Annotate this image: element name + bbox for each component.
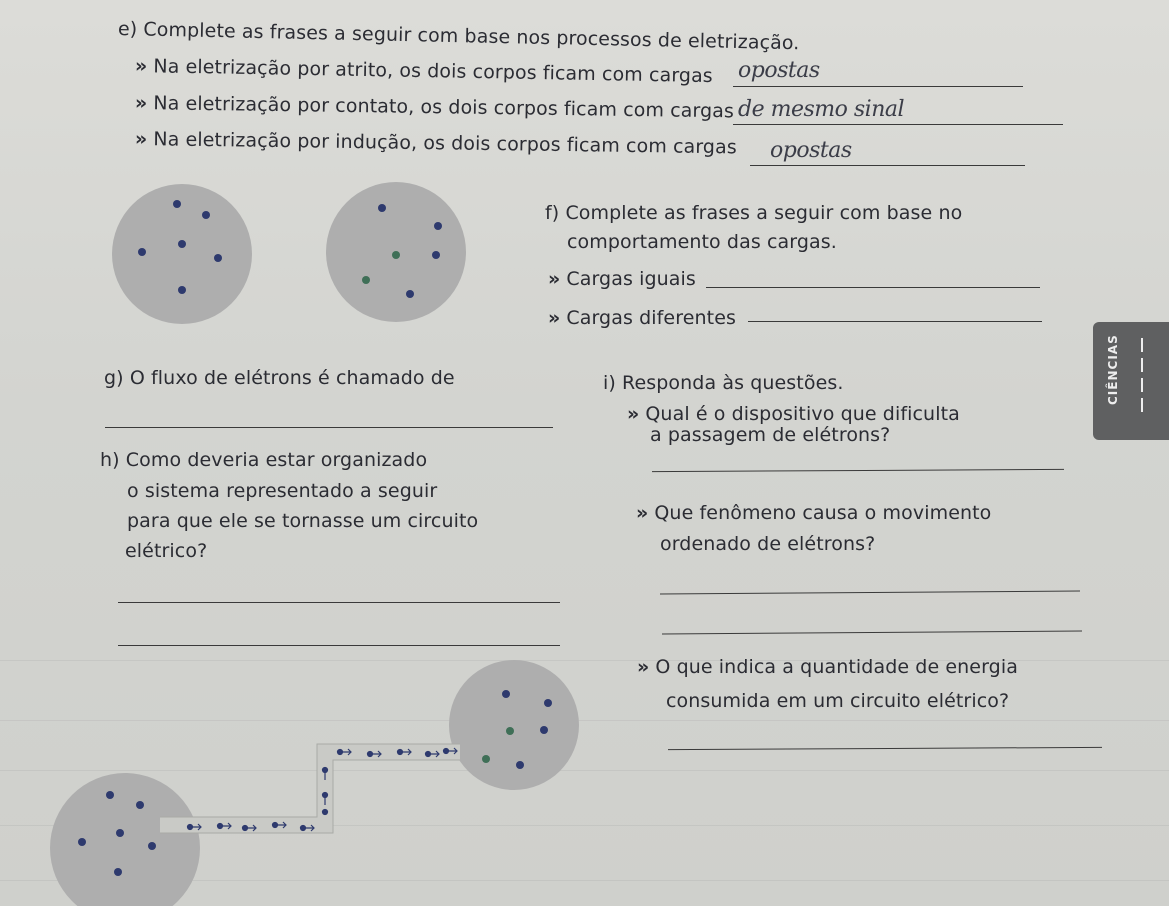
- handwritten-answer-e-1[interactable]: opostas: [738, 58, 820, 83]
- bullet-icon: »: [548, 268, 561, 290]
- answer-line-e-2: [733, 124, 1063, 125]
- answer-line-f-2[interactable]: [748, 321, 1042, 322]
- bullet-icon: »: [134, 128, 148, 151]
- conducting-wire: [160, 752, 460, 825]
- bullet-icon: »: [637, 656, 650, 678]
- question-i-q1-text: Qual é o dispositivo que dificulta: [645, 403, 960, 425]
- sphere-left: [112, 184, 252, 324]
- subject-side-tab: [1093, 322, 1169, 440]
- question-h-line2: o sistema representado a seguir: [127, 480, 438, 502]
- answer-line-i-4[interactable]: [668, 747, 1102, 750]
- question-i-q3-line2: consumida em um circuito elétrico?: [666, 690, 1010, 712]
- answer-line-e-1: [733, 86, 1023, 87]
- bullet-icon: »: [627, 403, 640, 425]
- question-h-line3: para que ele se tornasse um circuito: [127, 510, 479, 532]
- question-e-item-3: [135, 128, 737, 158]
- question-f-item-2: [548, 307, 736, 329]
- sphere-top-right: [449, 660, 579, 790]
- question-i-q3-line1: [637, 656, 1018, 678]
- answer-line-g[interactable]: [105, 427, 553, 428]
- question-f-title-2: comportamento das cargas.: [567, 231, 837, 253]
- sphere-bottom-left: [50, 773, 200, 906]
- question-i-q1-line2: a passagem de elétrons?: [650, 424, 891, 446]
- handwritten-answer-e-2[interactable]: de mesmo sinal: [738, 97, 905, 122]
- answer-line-i-1[interactable]: [652, 469, 1064, 472]
- answer-line-i-3[interactable]: [662, 631, 1082, 635]
- bullet-icon: »: [134, 55, 148, 78]
- side-tab-label: CIÊNCIAS: [1106, 334, 1120, 405]
- question-i-q2-line1: [636, 502, 991, 524]
- question-i-q2-line2: ordenado de elétrons?: [660, 533, 876, 555]
- answer-line-h-1[interactable]: [118, 602, 560, 603]
- handwritten-answer-e-3[interactable]: opostas: [770, 138, 852, 163]
- answer-line-h-2[interactable]: [118, 645, 560, 646]
- question-f-item-1-text: Cargas iguais: [566, 268, 696, 290]
- question-e-item-2-text: Na eletrização por contato, os dois corpos ficam com cargas: [153, 92, 735, 123]
- bullet-icon: »: [636, 502, 649, 524]
- side-tab-marks: [1135, 332, 1149, 432]
- question-i-q1-line1: [627, 403, 960, 425]
- question-h-line4: elétrico?: [125, 540, 208, 562]
- question-f-title-1: f) Complete as frases a seguir com base no: [545, 202, 963, 224]
- charged-spheres-illustration: [100, 180, 510, 330]
- question-e-item-2: [135, 92, 734, 122]
- question-f-item-1: [548, 268, 696, 290]
- answer-line-f-1[interactable]: [706, 287, 1040, 288]
- question-g-text: g) O fluxo de elétrons é chamado de: [104, 367, 455, 389]
- question-e-item-3-text: Na eletrização por indução, os dois corpos ficam com cargas: [153, 128, 737, 159]
- question-i-title: i) Responda às questões.: [603, 372, 844, 394]
- question-e-item-1: [135, 55, 713, 87]
- question-h-line1: h) Como deveria estar organizado: [100, 449, 428, 471]
- answer-line-i-2[interactable]: [660, 591, 1080, 595]
- question-e-title: e) Complete as frases a seguir com base nos processos de eletrização.: [117, 18, 800, 55]
- answer-line-e-3: [750, 165, 1025, 166]
- question-i-q3-text: O que indica a quantidade de energia: [655, 656, 1018, 678]
- question-f-item-2-text: Cargas diferentes: [566, 307, 736, 329]
- question-e-item-1-text: Na eletrização por atrito, os dois corpos ficam com cargas: [153, 55, 713, 88]
- circuit-spheres-illustration: [30, 660, 610, 906]
- bullet-icon: »: [134, 92, 148, 115]
- question-i-q2-text: Que fenômeno causa o movimento: [654, 502, 992, 524]
- bullet-icon: »: [548, 307, 561, 329]
